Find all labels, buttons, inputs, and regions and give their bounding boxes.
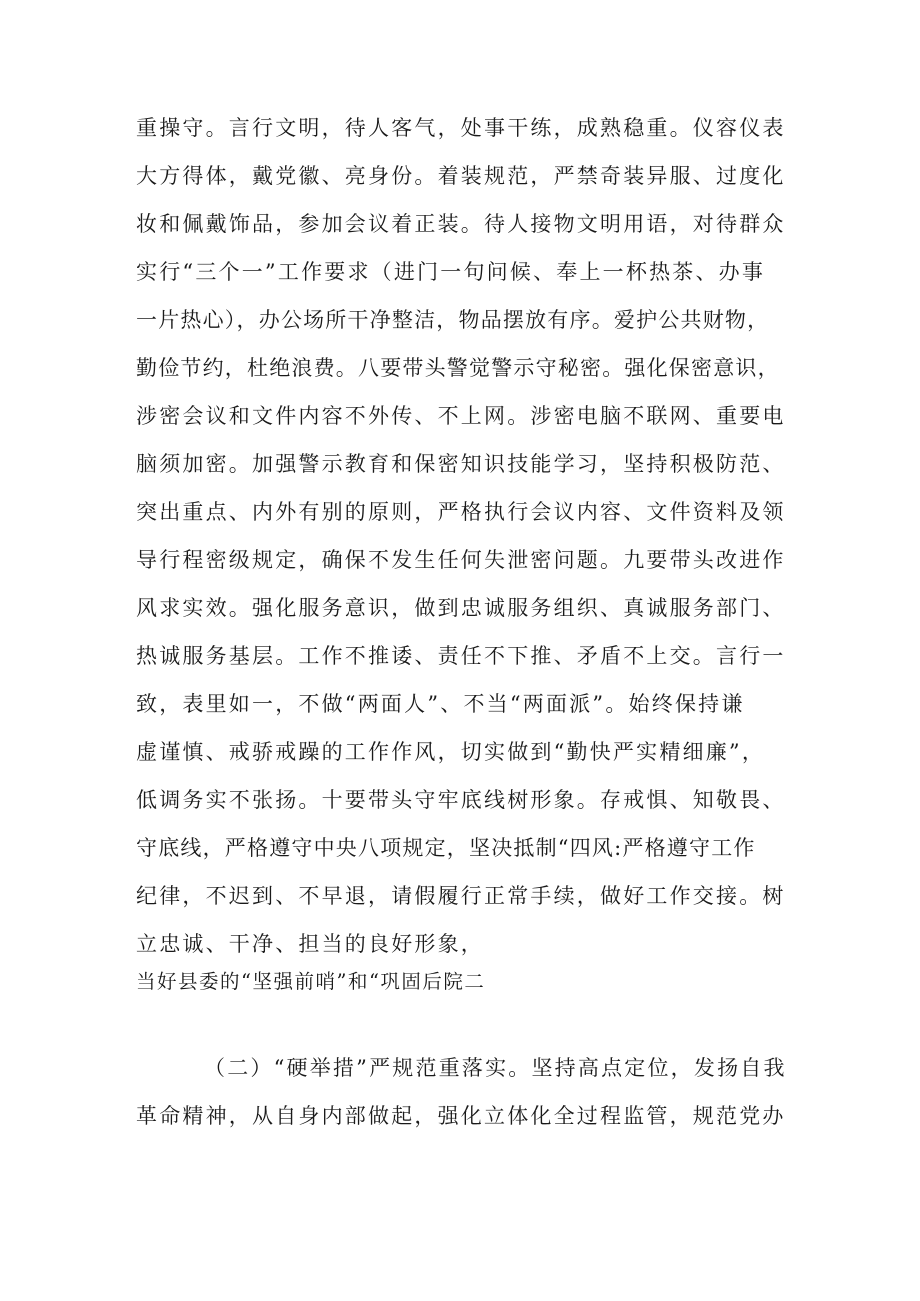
text-line: 实行“三个一”工作要求（进门一句问候、奉上一杯热茶、办事: [136, 260, 766, 284]
text-line: 热诚服务基层。工作不推诿、责任不下推、矛盾不上交。言行一: [136, 644, 786, 668]
text-line: 大方得体，戴党徽、亮身份。着装规范，严禁奇装异服、过度化: [136, 164, 786, 188]
text-line: 一片热心），办公场所干净整洁，物品摆放有序。爱护公共财物，: [136, 308, 770, 332]
text-line: 涉密会议和文件内容不外传、不上网。涉密电脑不联网、重要电: [136, 404, 786, 428]
text-line: 妆和佩戴饰品，参加会议着正装。待人接物文明用语，对待群众: [136, 212, 786, 236]
text-line: 立忠诚、干净、担当的良好形象，: [136, 932, 484, 956]
text-line: 重操守。言行文明，待人客气，处事干练，成熟稳重。仪容仪表: [136, 116, 786, 140]
text-line: 勤俭节约，杜绝浪费。八要带头警觉警示守秘密。强化保密意识，: [136, 356, 780, 380]
text-line: 风求实效。强化服务意识，做到忠诚服务组织、真诚服务部门、: [136, 596, 786, 620]
text-line: 守底线，严格遵守中央八项规定，坚决抵制“四风:严格遵守工作: [136, 836, 756, 860]
text-line: 突出重点、内外有别的原则，严格执行会议内容、文件资料及领: [136, 500, 786, 524]
text-line: 脑须加密。加强警示教育和保密知识技能学习，坚持积极防范、: [136, 452, 786, 476]
section-heading-line: （二）“硬举措”严规范重落实。坚持高点定位，发扬自我: [204, 1056, 787, 1080]
text-line: 革命精神，从自身内部做起，强化立体化全过程监管，规范党办: [136, 1104, 786, 1128]
text-line: 虚谨慎、戒骄戒躁的工作作风，切实做到“勤快严实精细廉”，: [136, 740, 766, 764]
text-line-tail: 当好县委的“坚强前哨”和“巩固后院二: [136, 970, 486, 993]
text-line: 导行程密级规定，确保不发生任何失泄密问题。九要带头改进作: [136, 548, 786, 572]
text-line: 纪律，不迟到、不早退，请假履行正常手续，做好工作交接。树: [136, 884, 786, 908]
text-line: 低调务实不张扬。十要带头守牢底线树形象。存戒惧、知敬畏、: [136, 788, 786, 812]
text-line: 致，表里如一，不做“两面人”、不当“两面派”。始终保持谦: [136, 692, 745, 716]
